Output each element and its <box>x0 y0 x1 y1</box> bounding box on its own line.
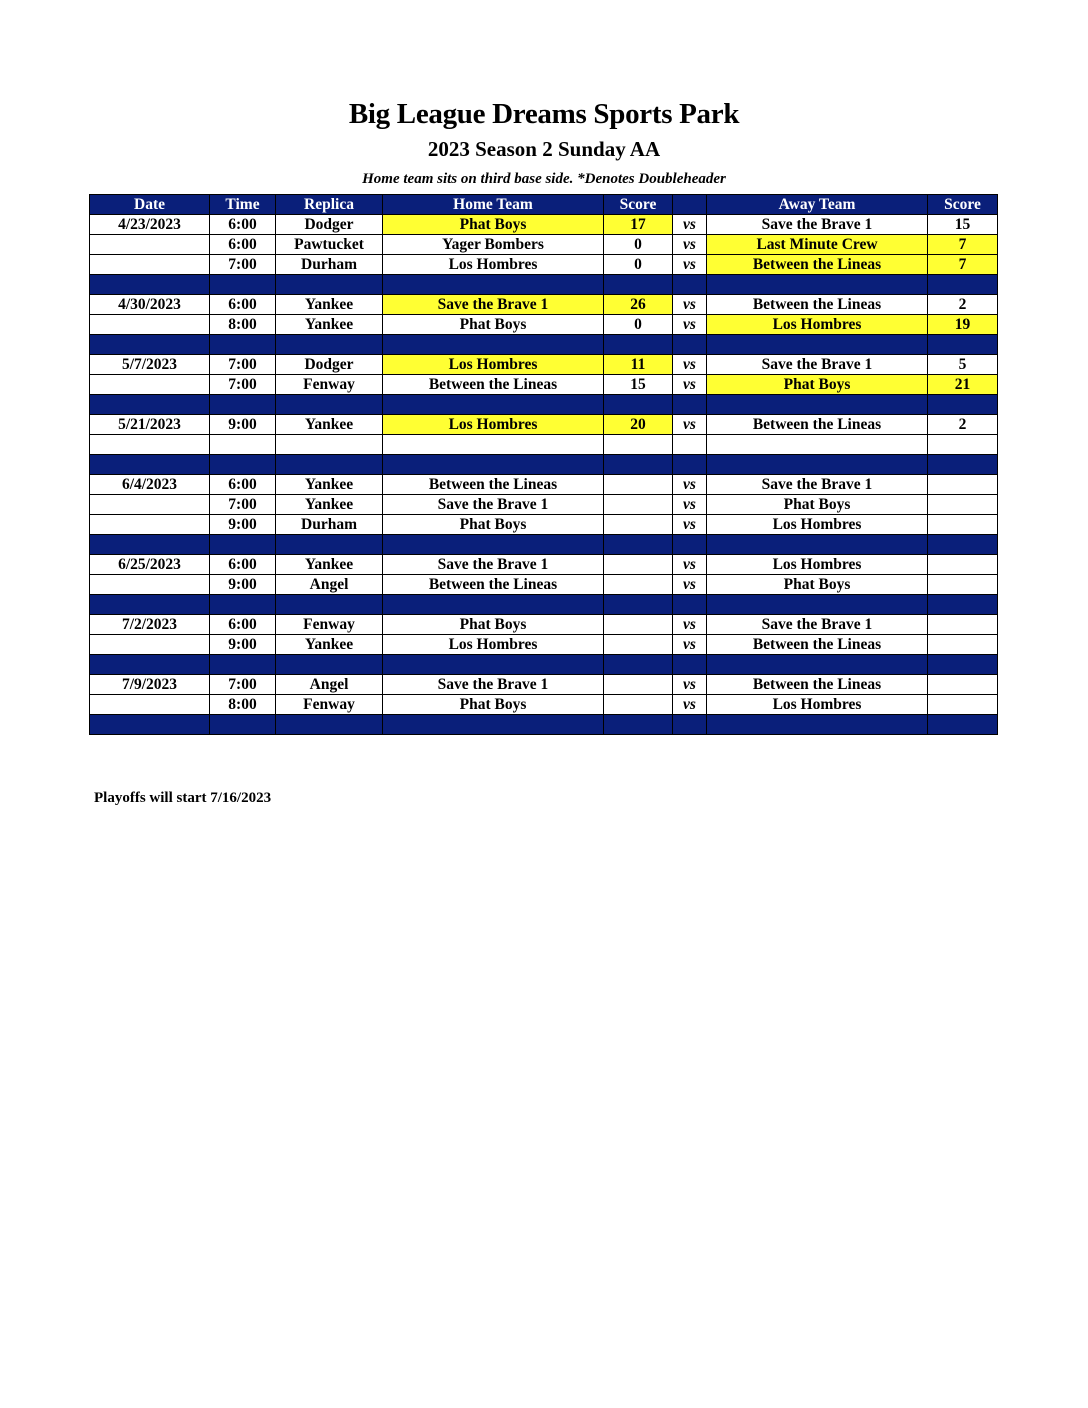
time-cell: 7:00 <box>210 495 276 515</box>
separator-cell <box>673 395 707 415</box>
separator-cell <box>604 535 673 555</box>
separator-cell <box>673 455 707 475</box>
replica-cell: Dodger <box>276 215 383 235</box>
home-team-cell: Phat Boys <box>383 515 604 535</box>
separator-cell <box>383 715 604 735</box>
home-score-cell <box>604 495 673 515</box>
date-cell <box>90 315 210 335</box>
separator-row <box>90 275 998 295</box>
game-row <box>90 255 998 275</box>
replica-cell: Yankee <box>276 415 383 435</box>
replica-cell: Fenway <box>276 695 383 715</box>
col-time-header: Time <box>210 195 276 215</box>
game-row <box>90 375 998 395</box>
game-row <box>90 495 998 515</box>
date-cell <box>90 495 210 515</box>
separator-cell <box>928 275 998 295</box>
home-team-cell: Between the Lineas <box>383 575 604 595</box>
date-cell <box>90 375 210 395</box>
separator-cell <box>210 275 276 295</box>
replica-cell: Pawtucket <box>276 235 383 255</box>
home-team-cell: Phat Boys <box>383 315 604 335</box>
date-cell: 7/9/2023 <box>90 675 210 695</box>
separator-cell <box>383 275 604 295</box>
away-score-cell <box>928 615 998 635</box>
away-team-cell: Save the Brave 1 <box>707 215 928 235</box>
date-cell: 5/21/2023 <box>90 415 210 435</box>
time-cell: 9:00 <box>210 415 276 435</box>
blank-cell <box>276 435 383 455</box>
separator-cell <box>928 535 998 555</box>
away-team-cell: Between the Lineas <box>707 415 928 435</box>
home-team-cell: Save the Brave 1 <box>383 295 604 315</box>
vs-cell: vs <box>673 295 707 315</box>
separator-cell <box>707 275 928 295</box>
vs-cell: vs <box>673 635 707 655</box>
away-score-cell: 21 <box>928 375 998 395</box>
vs-cell: vs <box>673 515 707 535</box>
separator-cell <box>383 595 604 615</box>
home-team-cell: Los Hombres <box>383 355 604 375</box>
separator-cell <box>673 655 707 675</box>
separator-cell <box>90 535 210 555</box>
time-cell: 6:00 <box>210 615 276 635</box>
separator-cell <box>928 395 998 415</box>
date-cell: 5/7/2023 <box>90 355 210 375</box>
home-score-cell <box>604 515 673 535</box>
separator-cell <box>707 335 928 355</box>
away-team-cell: Phat Boys <box>707 495 928 515</box>
page-title: Big League Dreams Sports Park <box>348 98 740 130</box>
away-score-cell <box>928 495 998 515</box>
time-cell: 9:00 <box>210 635 276 655</box>
time-cell: 9:00 <box>210 575 276 595</box>
separator-cell <box>707 395 928 415</box>
separator-cell <box>673 595 707 615</box>
separator-cell <box>276 335 383 355</box>
replica-cell: Yankee <box>276 495 383 515</box>
home-team-cell: Phat Boys <box>383 615 604 635</box>
time-cell: 8:00 <box>210 315 276 335</box>
home-score-cell <box>604 675 673 695</box>
vs-cell: vs <box>673 555 707 575</box>
away-team-cell: Between the Lineas <box>707 635 928 655</box>
separator-cell <box>90 655 210 675</box>
home-score-cell <box>604 555 673 575</box>
separator-cell <box>673 275 707 295</box>
date-cell <box>90 255 210 275</box>
date-cell: 4/30/2023 <box>90 295 210 315</box>
separator-cell <box>928 595 998 615</box>
time-cell: 7:00 <box>210 675 276 695</box>
home-score-cell <box>604 635 673 655</box>
blank-cell <box>383 435 604 455</box>
col-home-team-header: Home Team <box>383 195 604 215</box>
vs-cell: vs <box>673 215 707 235</box>
date-cell: 4/23/2023 <box>90 215 210 235</box>
home-team-cell: Los Hombres <box>383 635 604 655</box>
vs-cell: vs <box>673 235 707 255</box>
away-score-cell <box>928 695 998 715</box>
blank-row <box>90 435 998 455</box>
replica-cell: Angel <box>276 575 383 595</box>
away-team-cell: Save the Brave 1 <box>707 475 928 495</box>
away-score-cell <box>928 555 998 575</box>
separator-row <box>90 715 998 735</box>
game-row <box>90 575 998 595</box>
blank-cell <box>604 435 673 455</box>
separator-cell <box>90 715 210 735</box>
replica-cell: Durham <box>276 255 383 275</box>
playoffs-note: Playoffs will start 7/16/2023 <box>94 790 272 806</box>
game-row <box>90 515 998 535</box>
vs-cell: vs <box>673 575 707 595</box>
date-cell: 6/25/2023 <box>90 555 210 575</box>
time-cell: 7:00 <box>210 355 276 375</box>
home-team-cell: Phat Boys <box>383 215 604 235</box>
home-score-cell: 11 <box>604 355 673 375</box>
home-score-cell: 26 <box>604 295 673 315</box>
replica-cell: Fenway <box>276 375 383 395</box>
away-score-cell <box>928 675 998 695</box>
date-cell <box>90 695 210 715</box>
separator-cell <box>707 455 928 475</box>
home-score-cell <box>604 615 673 635</box>
away-team-cell: Phat Boys <box>707 575 928 595</box>
separator-cell <box>276 715 383 735</box>
home-team-cell: Save the Brave 1 <box>383 675 604 695</box>
date-cell <box>90 515 210 535</box>
separator-cell <box>210 395 276 415</box>
game-row <box>90 235 998 255</box>
separator-cell <box>604 275 673 295</box>
vs-cell: vs <box>673 355 707 375</box>
home-score-cell <box>604 575 673 595</box>
separator-cell <box>707 595 928 615</box>
away-team-cell: Los Hombres <box>707 315 928 335</box>
col-away-score-header: Score <box>928 195 998 215</box>
time-cell: 6:00 <box>210 235 276 255</box>
date-cell: 7/2/2023 <box>90 615 210 635</box>
separator-cell <box>928 335 998 355</box>
date-cell <box>90 235 210 255</box>
away-score-cell: 5 <box>928 355 998 375</box>
home-team-cell: Yager Bombers <box>383 235 604 255</box>
separator-row <box>90 455 998 475</box>
separator-cell <box>276 395 383 415</box>
separator-cell <box>928 455 998 475</box>
separator-cell <box>604 335 673 355</box>
separator-cell <box>928 655 998 675</box>
season-subtitle: 2023 Season 2 Sunday AA <box>427 137 661 161</box>
game-row <box>90 355 998 375</box>
separator-cell <box>90 395 210 415</box>
vs-cell: vs <box>673 315 707 335</box>
blank-cell <box>90 435 210 455</box>
date-cell <box>90 575 210 595</box>
away-team-cell: Last Minute Crew <box>707 235 928 255</box>
blank-cell <box>210 435 276 455</box>
away-team-cell: Los Hombres <box>707 555 928 575</box>
game-row <box>90 635 998 655</box>
home-team-cell: Save the Brave 1 <box>383 495 604 515</box>
away-score-cell <box>928 475 998 495</box>
separator-cell <box>210 455 276 475</box>
game-row <box>90 295 998 315</box>
vs-cell: vs <box>673 675 707 695</box>
separator-cell <box>604 715 673 735</box>
away-team-cell: Between the Lineas <box>707 675 928 695</box>
col-home-score-header: Score <box>604 195 673 215</box>
vs-cell: vs <box>673 415 707 435</box>
game-row <box>90 555 998 575</box>
separator-cell <box>604 395 673 415</box>
vs-cell: vs <box>673 495 707 515</box>
blank-cell <box>928 435 998 455</box>
away-team-cell: Save the Brave 1 <box>707 615 928 635</box>
separator-cell <box>90 275 210 295</box>
away-score-cell: 7 <box>928 235 998 255</box>
separator-cell <box>673 715 707 735</box>
home-team-cell: Between the Lineas <box>383 475 604 495</box>
separator-row <box>90 655 998 675</box>
col-date-header: Date <box>90 195 210 215</box>
away-score-cell <box>928 515 998 535</box>
separator-cell <box>673 535 707 555</box>
home-score-cell: 20 <box>604 415 673 435</box>
separator-cell <box>707 535 928 555</box>
separator-cell <box>90 335 210 355</box>
separator-cell <box>383 455 604 475</box>
away-team-cell: Los Hombres <box>707 515 928 535</box>
game-row <box>90 695 998 715</box>
header-row <box>90 195 998 215</box>
home-score-cell: 0 <box>604 315 673 335</box>
replica-cell: Yankee <box>276 475 383 495</box>
home-team-cell: Los Hombres <box>383 415 604 435</box>
separator-cell <box>90 455 210 475</box>
replica-cell: Yankee <box>276 635 383 655</box>
replica-cell: Yankee <box>276 315 383 335</box>
away-team-cell: Between the Lineas <box>707 295 928 315</box>
vs-cell: vs <box>673 475 707 495</box>
date-cell <box>90 635 210 655</box>
separator-cell <box>210 595 276 615</box>
separator-cell <box>90 595 210 615</box>
schedule-body <box>90 215 998 735</box>
separator-cell <box>276 535 383 555</box>
time-cell: 6:00 <box>210 215 276 235</box>
time-cell: 7:00 <box>210 255 276 275</box>
blank-cell <box>707 435 928 455</box>
replica-cell: Fenway <box>276 615 383 635</box>
replica-cell: Dodger <box>276 355 383 375</box>
away-team-cell: Phat Boys <box>707 375 928 395</box>
time-cell: 6:00 <box>210 475 276 495</box>
separator-cell <box>383 395 604 415</box>
separator-cell <box>210 535 276 555</box>
home-team-cell: Los Hombres <box>383 255 604 275</box>
separator-cell <box>383 655 604 675</box>
away-score-cell <box>928 575 998 595</box>
separator-cell <box>707 715 928 735</box>
game-row <box>90 475 998 495</box>
time-cell: 8:00 <box>210 695 276 715</box>
vs-cell: vs <box>673 375 707 395</box>
col-replica-header: Replica <box>276 195 383 215</box>
vs-cell: vs <box>673 255 707 275</box>
separator-cell <box>276 275 383 295</box>
replica-cell: Yankee <box>276 555 383 575</box>
separator-cell <box>276 655 383 675</box>
separator-cell <box>928 715 998 735</box>
blank-cell <box>673 435 707 455</box>
away-score-cell <box>928 635 998 655</box>
home-score-cell: 0 <box>604 235 673 255</box>
game-row <box>90 315 998 335</box>
time-cell: 7:00 <box>210 375 276 395</box>
separator-row <box>90 535 998 555</box>
home-score-cell: 17 <box>604 215 673 235</box>
separator-cell <box>707 655 928 675</box>
vs-cell: vs <box>673 695 707 715</box>
separator-cell <box>383 535 604 555</box>
separator-cell <box>604 655 673 675</box>
schedule-table <box>89 194 998 735</box>
separator-cell <box>383 335 604 355</box>
time-cell: 6:00 <box>210 295 276 315</box>
separator-cell <box>276 595 383 615</box>
home-team-cell: Phat Boys <box>383 695 604 715</box>
separator-row <box>90 595 998 615</box>
separator-cell <box>210 335 276 355</box>
home-score-cell: 15 <box>604 375 673 395</box>
separator-cell <box>276 455 383 475</box>
away-team-cell: Save the Brave 1 <box>707 355 928 375</box>
separator-cell <box>604 455 673 475</box>
separator-cell <box>210 715 276 735</box>
col-vs-header <box>673 195 707 215</box>
home-score-cell: 0 <box>604 255 673 275</box>
game-row <box>90 615 998 635</box>
away-score-cell: 15 <box>928 215 998 235</box>
time-cell: 6:00 <box>210 555 276 575</box>
separator-cell <box>604 595 673 615</box>
separator-cell <box>210 655 276 675</box>
time-cell: 9:00 <box>210 515 276 535</box>
replica-cell: Yankee <box>276 295 383 315</box>
date-cell: 6/4/2023 <box>90 475 210 495</box>
away-score-cell: 19 <box>928 315 998 335</box>
home-score-cell <box>604 475 673 495</box>
away-score-cell: 2 <box>928 415 998 435</box>
separator-cell <box>673 335 707 355</box>
game-row <box>90 215 998 235</box>
home-score-cell <box>604 695 673 715</box>
game-row <box>90 675 998 695</box>
replica-cell: Durham <box>276 515 383 535</box>
separator-row <box>90 395 998 415</box>
home-team-note: Home team sits on third base side. *Denotes Doubleheader <box>362 171 726 187</box>
home-team-cell: Save the Brave 1 <box>383 555 604 575</box>
vs-cell: vs <box>673 615 707 635</box>
away-score-cell: 2 <box>928 295 998 315</box>
separator-row <box>90 335 998 355</box>
replica-cell: Angel <box>276 675 383 695</box>
home-team-cell: Between the Lineas <box>383 375 604 395</box>
away-team-cell: Los Hombres <box>707 695 928 715</box>
away-score-cell: 7 <box>928 255 998 275</box>
away-team-cell: Between the Lineas <box>707 255 928 275</box>
col-away-team-header: Away Team <box>707 195 928 215</box>
game-row <box>90 415 998 435</box>
